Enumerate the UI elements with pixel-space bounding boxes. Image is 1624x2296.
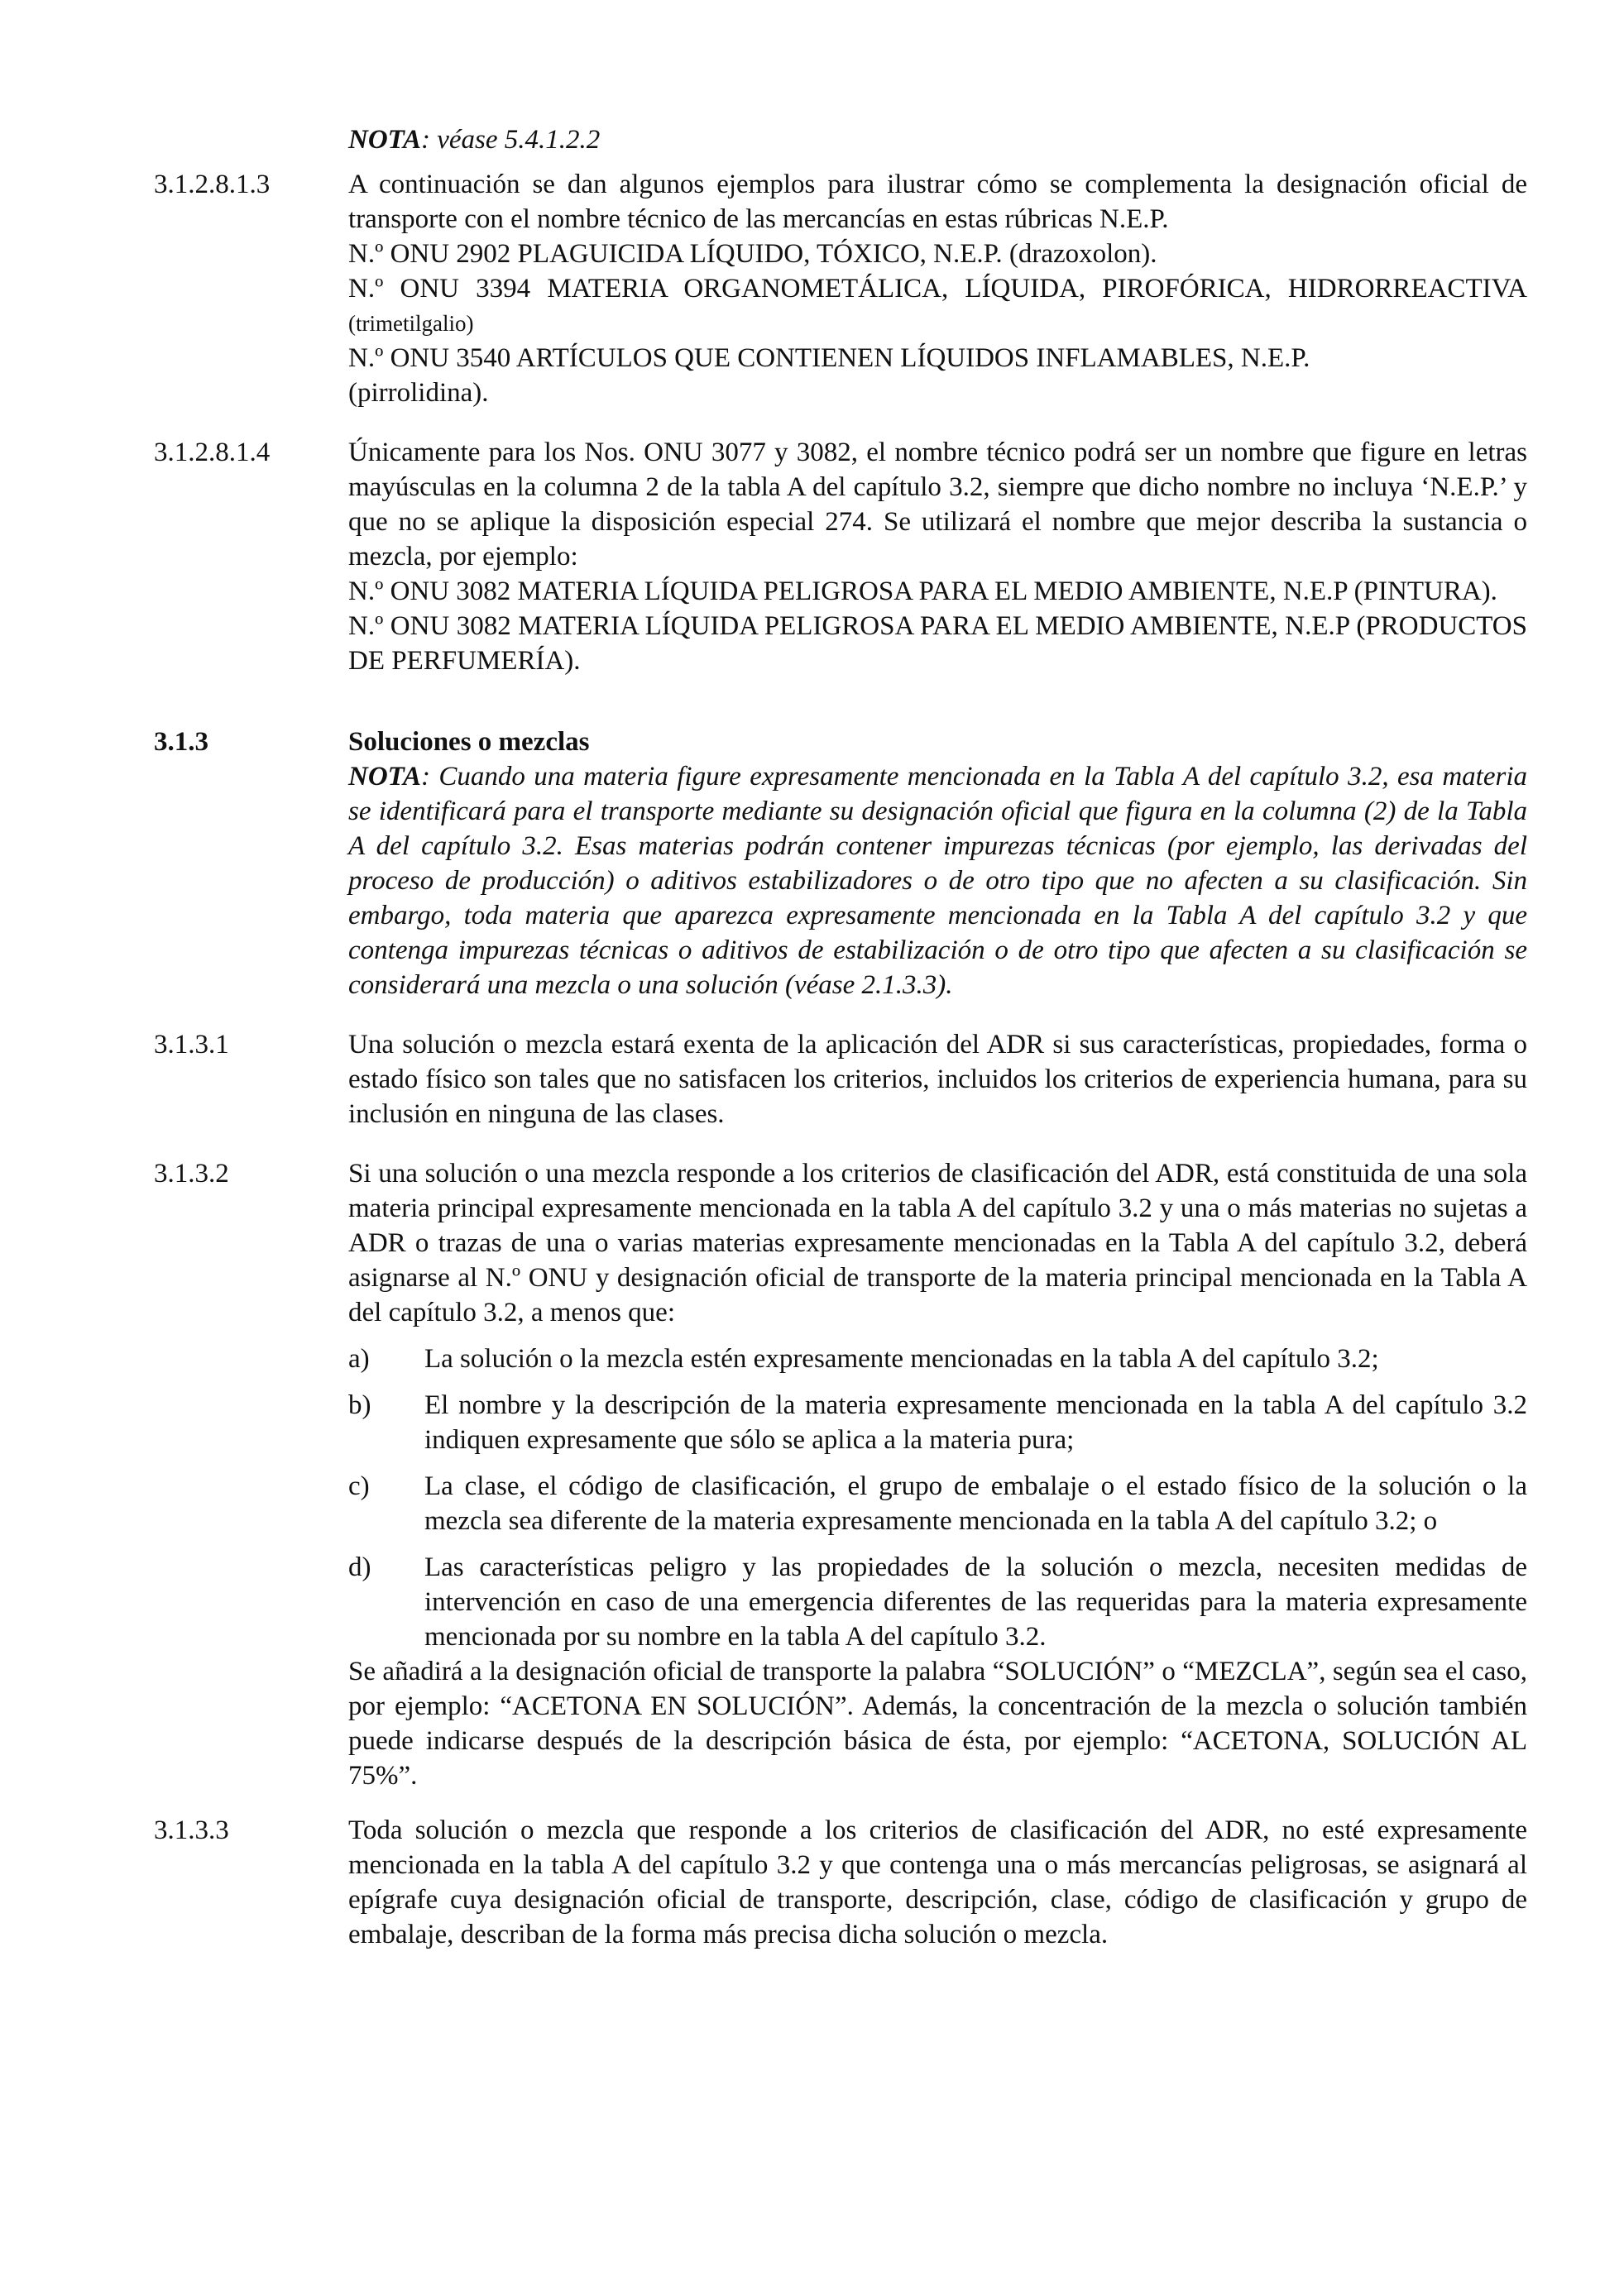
- section-number: 3.1.3: [154, 727, 208, 757]
- note-text: : Cuando una materia figure expresamente mencionada en la Tabla A del capítulo 3.2, esa materia se identificará para el transporte mediante su designación oficial que figura en la columna (2) de la Tabla A del capítulo 3.2. Esas materias podrán contener impurezas técnicas (por ejemplo, las derivadas del proceso de producción) o aditivos estabilizadores o de otro tipo que no afecten a su clasificación. Sin embargo, toda materia que aparezca expresamente mencionada en la Tabla A del capítulo 3.2 y que contenga impurezas técnicas o aditivos de estabilización o de otro tipo que afecten a su clasificación se considerará una mezcla o una solución (véase 2.1.3.3).: [348, 762, 1527, 1000]
- example-line: N.º ONU 3394 MATERIA ORGANOMETÁLICA, LÍQUIDA, PIROFÓRICA, HIDRORREACTIVA: [348, 274, 1527, 304]
- example-line: N.º ONU 3082 MATERIA LÍQUIDA PELIGROSA PARA EL MEDIO AMBIENTE, N.E.P (PINTURA).: [348, 576, 1497, 606]
- example-line: (trimetilgalio): [348, 311, 474, 336]
- section-3-1-3: [154, 725, 1527, 1002]
- list-item: [348, 1469, 1527, 1538]
- section-number: 3.1.2.8.1.4: [154, 438, 271, 467]
- list-text: El nombre y la descripción de la materia expresamente mencionada en la tabla A del capítulo 3.2 indiquen expresamente que sólo se aplica a la materia pura;: [424, 1390, 1527, 1455]
- list-letter: b): [348, 1390, 371, 1420]
- section-number: 3.1.3.2: [154, 1159, 229, 1189]
- section-title: Soluciones o mezclas: [348, 727, 590, 757]
- list-item: [348, 1342, 1527, 1376]
- section-closing-text: Se añadirá a la designación oficial de transporte la palabra “SOLUCIÓN” o “MEZCLA”, según sea el caso, por ejemplo: “ACETONA EN SOLUCIÓN”. Además, la concentración de la mezcla o solución también puede indicarse después de la descripción básica de ésta, por ejemplo: “ACETONA, SOLUCIÓN AL 75%”.: [348, 1657, 1527, 1791]
- list-letter: d): [348, 1552, 371, 1582]
- section-3-1-2-8-1-3: [154, 167, 1527, 410]
- section-3-1-3-1: [154, 1027, 1527, 1131]
- section-number: 3.1.2.8.1.3: [154, 170, 271, 199]
- section-number: 3.1.3.1: [154, 1030, 229, 1060]
- section-3-1-3-2: [154, 1156, 1527, 1793]
- section-text: A continuación se dan algunos ejemplos para ilustrar cómo se complementa la designación oficial de transporte con el nombre técnico de las mercancías en estas rúbricas N.E.P.: [348, 170, 1527, 234]
- section-number: 3.1.3.3: [154, 1815, 229, 1845]
- example-line: N.º ONU 3082 MATERIA LÍQUIDA PELIGROSA PARA EL MEDIO AMBIENTE, N.E.P (PRODUCTOS DE PERFUMERÍA).: [348, 611, 1527, 676]
- section-text: Únicamente para los Nos. ONU 3077 y 3082, el nombre técnico podrá ser un nombre que figure en letras mayúsculas en la columna 2 de la tabla A del capítulo 3.2, siempre que dicho nombre no incluya ‘N.E.P.’ y que no se aplique la disposición especial 274. Se utilizará el nombre que mejor describa la sustancia o mezcla, por ejemplo:: [348, 438, 1527, 572]
- section-text: Una solución o mezcla estará exenta de la aplicación del ADR si sus características, propiedades, forma o estado físico son tales que no satisfacen los criterios, incluidos los criterios de experiencia humana, para su inclusión en ninguna de las clases.: [348, 1030, 1527, 1129]
- example-line: N.º ONU 3540 ARTÍCULOS QUE CONTIENEN LÍQUIDOS INFLAMABLES, N.E.P. (pirrolidina).: [348, 343, 1310, 408]
- list-letter: a): [348, 1344, 370, 1374]
- section-3-1-3-3: [154, 1813, 1527, 1952]
- list-item: [348, 1388, 1527, 1457]
- top-note: [154, 122, 1527, 157]
- note-text: : véase 5.4.1.2.2: [421, 125, 601, 155]
- list-text: La clase, el código de clasificación, el grupo de embalaje o el estado físico de la solución o la mezcla sea diferente de la materia expresamente mencionada en la tabla A del capítulo 3.2; o: [424, 1471, 1527, 1536]
- section-text: Si una solución o una mezcla responde a los criterios de clasificación del ADR, está constituida de una sola materia principal expresamente mencionada en la tabla A del capítulo 3.2 y una o más materias no sujetas a ADR o trazas de una o varias materias expresamente mencionadas en la Tabla A del capítulo 3.2, deberá asignarse al N.º ONU y designación oficial de transporte de la materia principal mencionada en la Tabla A del capítulo 3.2, a menos que:: [348, 1159, 1527, 1327]
- list-text: Las características peligro y las propiedades de la solución o mezcla, necesiten medidas de intervención en caso de una emergencia diferentes de las requeridas para la materia expresamente mencionada por su nombre en la tabla A del capítulo 3.2.: [424, 1552, 1527, 1652]
- section-3-1-2-8-1-4: [154, 435, 1527, 678]
- list-text: La solución o la mezcla estén expresamente mencionadas en la tabla A del capítulo 3.2;: [424, 1344, 1379, 1374]
- example-line: N.º ONU 2902 PLAGUICIDA LÍQUIDO, TÓXICO, N.E.P. (drazoxolon).: [348, 239, 1157, 269]
- list-letter: c): [348, 1471, 370, 1501]
- section-text: Toda solución o mezcla que responde a los criterios de clasificación del ADR, no esté expresamente mencionada en la tabla A del capítulo 3.2 y que contenga una o más mercancías peligrosas, se asignará al epígrafe cuya designación oficial de transporte, descripción, clase, código de clasificación y grupo de embalaje, describan de la forma más precisa dicha solución o mezcla.: [348, 1815, 1527, 1949]
- note-label: NOTA: [348, 125, 422, 155]
- list-item: [348, 1550, 1527, 1654]
- note-label: NOTA: [348, 762, 422, 792]
